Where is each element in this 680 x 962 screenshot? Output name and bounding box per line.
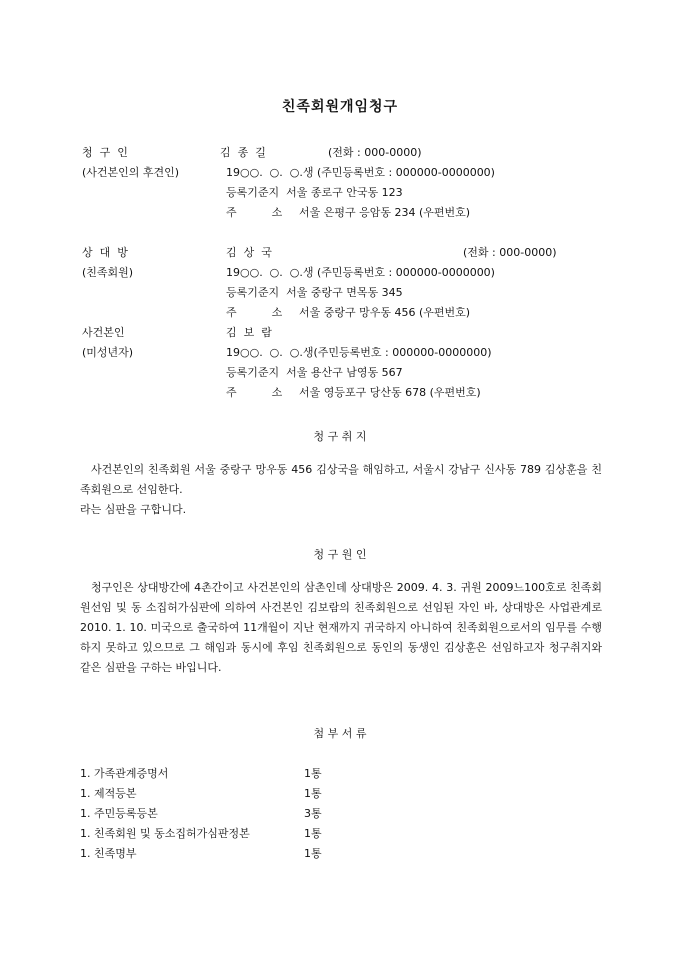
respondent-address: 서울 중랑구 망우동 456 (우편번호) — [299, 306, 471, 319]
claimant-birth: 19○○. ○. ○.생 (주민등록번호 : 000000-0000000) — [226, 166, 495, 179]
claimant-registration: 등록기준지 서울 종로구 안국동 123 — [226, 186, 403, 199]
subject-name: 김 보 람 — [226, 326, 272, 339]
attachment-qty: 1통 — [304, 767, 322, 780]
purpose-section — [80, 460, 602, 520]
attachment-name: 1. 주민등록등본 — [80, 807, 158, 820]
respondent-birth: 19○○. ○. ○.생 (주민등록번호 : 000000-0000000) — [226, 266, 495, 279]
purpose-closing: 라는 심판을 구합니다. — [80, 503, 187, 516]
subject-registration: 등록기준지 서울 용산구 남영동 567 — [226, 366, 403, 379]
respondent-phone: (전화 : 000-0000) — [463, 246, 557, 259]
attachment-qty: 1통 — [304, 827, 322, 840]
purpose-heading: 청 구 취 지 — [313, 430, 367, 443]
cause-section — [80, 578, 602, 678]
attachment-qty: 1통 — [304, 787, 322, 800]
subject-birth: 19○○. ○. ○.생(주민등록번호 : 000000-0000000) — [226, 346, 492, 359]
document-title: 친족회원개임청구 — [281, 99, 399, 115]
subject-role: (미성년자) — [82, 346, 134, 359]
attachment-name: 1. 가족관계증명서 — [80, 767, 169, 780]
attachment-name: 1. 친족명부 — [80, 847, 137, 860]
purpose-text: 사건본인의 친족회원 서울 중랑구 망우동 456 김상국을 해임하고, 서울시 강남구 신사동 789 김상훈을 친족회원으로 선임한다. — [80, 463, 602, 496]
attachment-qty: 1통 — [304, 847, 322, 860]
subject-address: 서울 영등포구 당산동 678 (우편번호) — [299, 386, 481, 399]
respondent-address-label: 주 소 — [226, 306, 283, 319]
subject-address-label: 주 소 — [226, 386, 283, 399]
claimant-address: 서울 은평구 응암동 234 (우편번호) — [299, 206, 471, 219]
attachment-name: 1. 친족회원 및 동소집허가심판정본 — [80, 827, 250, 840]
cause-heading: 청 구 원 인 — [313, 548, 367, 561]
respondent-label: 상 대 방 — [82, 246, 128, 259]
respondent-name: 김 상 국 — [226, 246, 272, 259]
claimant-label: 청 구 인 — [82, 146, 128, 159]
claimant-role: (사건본인의 후견인) — [82, 166, 180, 179]
subject-label: 사건본인 — [82, 326, 125, 339]
attachment-name: 1. 제적등본 — [80, 787, 137, 800]
cause-text: 청구인은 상대방간에 4촌간이고 사건본인의 삼촌인데 상대방은 2009. 4. 3. 귀원 2009느100호로 친족회원선임 및 동 소집허가심판에 의하여 사건본인 김보람의 친족회원으로 선임된 자인 바, 상대방은 사업관계로 2010. 1. 10. 미국으로 출국하여 11개월이 지난 현재까지 귀국하지 아니하여 친족회원으로서의 임무를 수행하지 못하고 있으므로 그 해임과 동시에 후임 친족회원으로 동인의 동생인 김상훈은 선임하고자 청구취지와 같은 심판을 구하는 바입니다. — [80, 581, 602, 674]
attachments-heading: 첨 부 서 류 — [313, 727, 367, 740]
claimant-phone: (전화 : 000-0000) — [328, 146, 422, 159]
claimant-address-label: 주 소 — [226, 206, 283, 219]
attachment-qty: 3통 — [304, 807, 322, 820]
claimant-name: 김 종 길 — [220, 146, 266, 159]
respondent-registration: 등록기준지 서울 중랑구 면목동 345 — [226, 286, 403, 299]
respondent-role: (친족회원) — [82, 266, 134, 279]
